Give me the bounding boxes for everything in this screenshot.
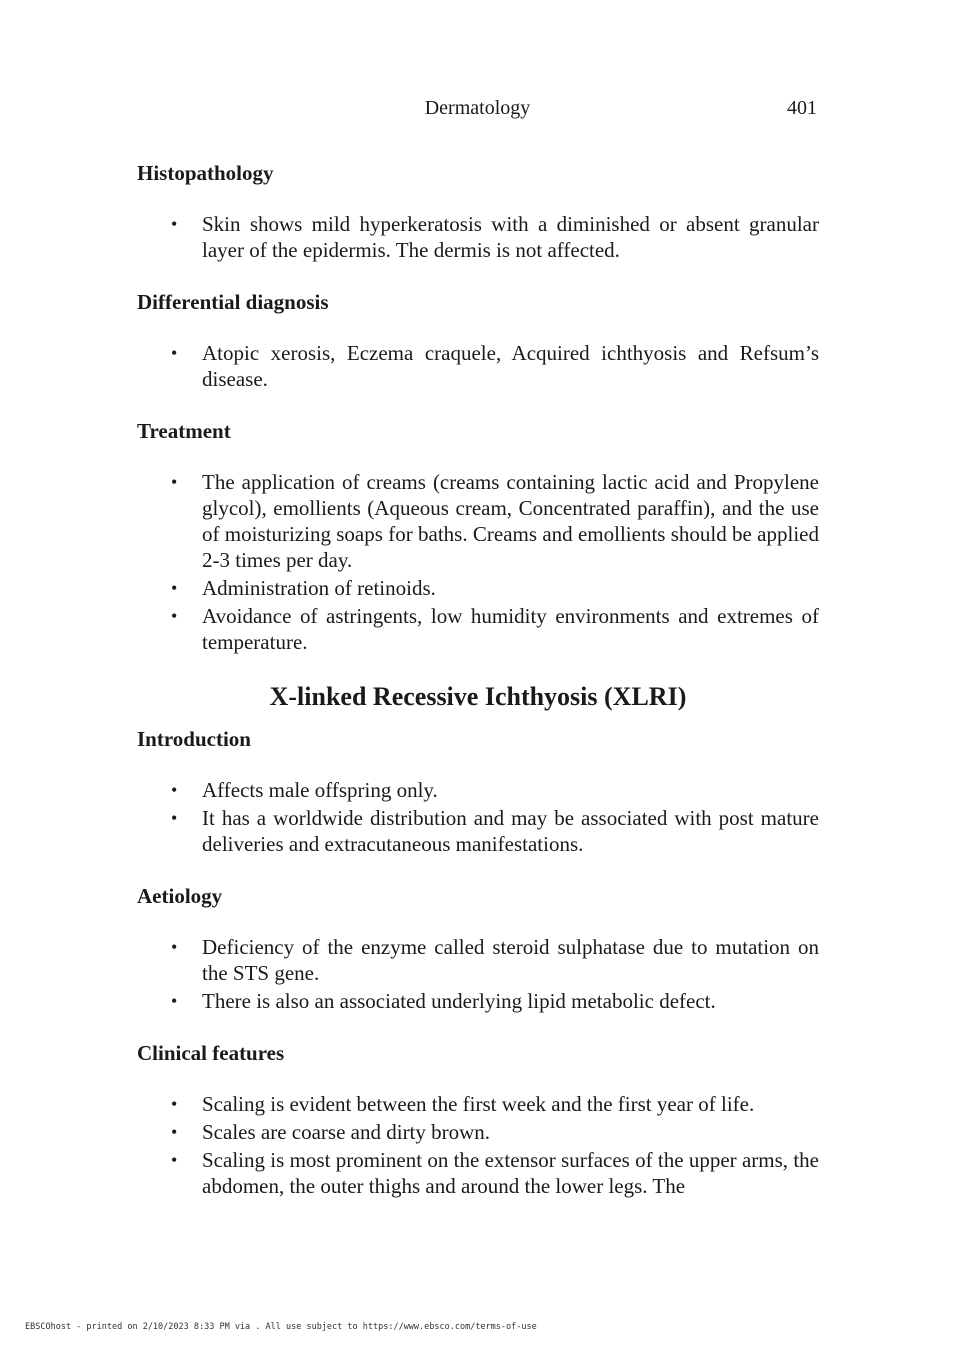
bullet-icon: • bbox=[171, 780, 178, 800]
bullet-list-aetiology bbox=[137, 934, 819, 1014]
bullet-list-histopathology bbox=[137, 211, 819, 263]
list-item bbox=[137, 575, 819, 601]
list-item-text: It has a worldwide distribution and may be associated with post mature deliveries and extracutaneous manifestations. bbox=[202, 806, 819, 856]
list-item bbox=[137, 603, 819, 655]
bullet-list-clinical-features bbox=[137, 1091, 819, 1199]
section-heading-histopathology: Histopathology bbox=[137, 161, 274, 185]
list-item-text: Atopic xerosis, Eczema craquele, Acquired ichthyosis and Refsum’s disease. bbox=[202, 341, 819, 391]
bullet-icon: • bbox=[171, 808, 178, 828]
bullet-icon: • bbox=[171, 1150, 178, 1170]
bullet-icon: • bbox=[171, 606, 178, 626]
list-item bbox=[137, 805, 819, 857]
chapter-title: X-linked Recessive Ichthyosis (XLRI) bbox=[269, 682, 687, 711]
list-item bbox=[137, 340, 819, 392]
list-item-text: Skin shows mild hyperkeratosis with a diminished or absent granular layer of the epidermis. The dermis is not affected. bbox=[202, 212, 819, 262]
bullet-icon: • bbox=[171, 214, 178, 234]
list-item-text: Scaling is most prominent on the extensor surfaces of the upper arms, the abdomen, the outer thighs and around the lower legs. The bbox=[202, 1148, 819, 1198]
page-content bbox=[137, 160, 819, 1225]
list-item bbox=[137, 1147, 819, 1199]
bullet-icon: • bbox=[171, 1094, 178, 1114]
list-item bbox=[137, 469, 819, 573]
list-item bbox=[137, 211, 819, 263]
bullet-icon: • bbox=[171, 937, 178, 957]
list-item bbox=[137, 934, 819, 986]
list-item-text: Scales are coarse and dirty brown. bbox=[202, 1120, 491, 1144]
list-item-text: Deficiency of the enzyme called steroid sulphatase due to mutation on the STS gene. bbox=[202, 935, 819, 985]
list-item-text: Avoidance of astringents, low humidity environments and extremes of temperature. bbox=[202, 604, 819, 654]
bullet-icon: • bbox=[171, 343, 178, 363]
print-footer: EBSCOhost - printed on 2/10/2023 8:33 PM via . All use subject to https://www.ebsco.com/terms-of-use bbox=[25, 1322, 537, 1332]
running-head-title: Dermatology bbox=[424, 97, 531, 119]
list-item-text: There is also an associated underlying lipid metabolic defect. bbox=[202, 989, 716, 1013]
bullet-list-differential-diagnosis bbox=[137, 340, 819, 392]
page-number: 401 bbox=[787, 97, 817, 119]
list-item bbox=[137, 777, 819, 803]
bullet-icon: • bbox=[171, 991, 178, 1011]
bullet-list-introduction bbox=[137, 777, 819, 857]
list-item bbox=[137, 988, 819, 1014]
section-heading-differential-diagnosis: Differential diagnosis bbox=[137, 290, 329, 314]
list-item bbox=[137, 1119, 819, 1145]
list-item-text: Administration of retinoids. bbox=[202, 576, 436, 600]
bullet-icon: • bbox=[171, 578, 178, 598]
list-item-text: The application of creams (creams containing lactic acid and Propylene glycol), emollients (Aqueous cream, Concentrated paraffin), and the use of moisturizing soaps for baths. Creams and emollients should be applied 2-3 times per day. bbox=[202, 470, 819, 572]
bullet-list-treatment bbox=[137, 469, 819, 655]
section-heading-aetiology: Aetiology bbox=[137, 884, 223, 908]
list-item-text: Scaling is evident between the first week and the first year of life. bbox=[202, 1092, 755, 1116]
bullet-icon: • bbox=[171, 1122, 178, 1142]
section-heading-clinical-features: Clinical features bbox=[137, 1041, 285, 1065]
bullet-icon: • bbox=[171, 472, 178, 492]
section-heading-treatment: Treatment bbox=[137, 419, 231, 443]
section-heading-introduction: Introduction bbox=[137, 727, 251, 751]
list-item bbox=[137, 1091, 819, 1117]
list-item-text: Affects male offspring only. bbox=[202, 778, 438, 802]
